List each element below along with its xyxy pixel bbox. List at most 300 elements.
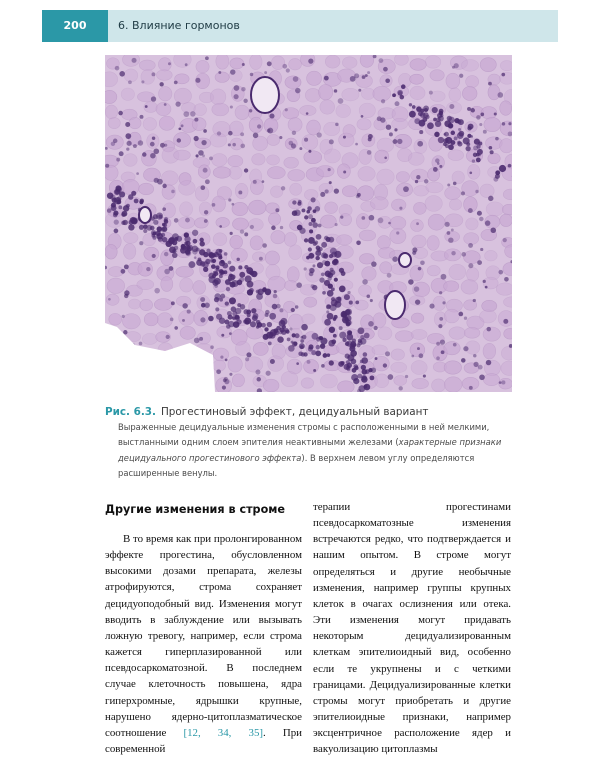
nucleus [139, 225, 144, 230]
nucleus [322, 291, 326, 295]
stromal-cell [267, 134, 280, 145]
stromal-cell [288, 118, 302, 132]
stromal-cell [281, 371, 298, 386]
nucleus [399, 386, 403, 390]
nucleus [115, 66, 120, 71]
stromal-cell [210, 89, 226, 105]
stromal-cell [156, 70, 172, 81]
nucleus [461, 252, 466, 257]
stromal-cell [390, 216, 406, 229]
nucleus [279, 136, 282, 139]
nucleus [228, 143, 231, 146]
nucleus [153, 220, 158, 225]
nucleus [332, 260, 338, 266]
nucleus [329, 327, 335, 333]
nucleus [184, 236, 190, 242]
stromal-cell [137, 279, 154, 289]
nucleus [334, 278, 338, 282]
nucleus [364, 333, 370, 339]
nucleus [212, 203, 216, 207]
nucleus [289, 327, 292, 330]
nucleus [476, 157, 481, 162]
nucleus [200, 261, 206, 267]
nucleus [476, 115, 480, 119]
nucleus [321, 252, 327, 258]
nucleus [383, 363, 387, 367]
nucleus [304, 238, 308, 242]
stromal-cell [144, 247, 159, 260]
nucleus [226, 287, 230, 291]
nucleus [164, 252, 168, 256]
stromal-cell [193, 281, 206, 295]
nucleus [118, 111, 123, 116]
nucleus [315, 256, 319, 260]
nucleus [174, 81, 178, 85]
stromal-cell [144, 313, 158, 326]
nucleus [324, 236, 328, 240]
stromal-cell [488, 85, 500, 100]
stromal-cell [356, 213, 370, 228]
nucleus [240, 132, 244, 136]
nucleus [384, 156, 387, 159]
nucleus [323, 353, 328, 358]
nucleus [133, 218, 138, 223]
stromal-cell [129, 117, 141, 128]
nucleus [339, 326, 343, 330]
stromal-cell [500, 101, 512, 115]
description-italic: характерные признаки децидуального прогестинового эффекта [118, 437, 501, 462]
stromal-cell [485, 250, 498, 261]
nucleus [292, 200, 296, 204]
nucleus [468, 243, 473, 248]
stromal-cell [449, 199, 461, 210]
stromal-cell [124, 69, 138, 82]
nucleus [176, 236, 182, 242]
nucleus [281, 329, 287, 335]
nucleus [121, 212, 126, 217]
stromal-cell [358, 167, 375, 181]
nucleus [250, 225, 254, 229]
stromal-cell [228, 155, 243, 166]
stromal-cell [302, 314, 315, 324]
nucleus [127, 141, 132, 146]
left-column-tail: . При современной [105, 727, 302, 755]
stromal-cell [288, 170, 305, 182]
stromal-cell [194, 104, 207, 116]
nucleus [317, 132, 322, 137]
section-heading: Другие изменения в строме [105, 503, 285, 516]
nucleus [327, 290, 334, 297]
nucleus [448, 117, 455, 124]
nucleus [243, 99, 247, 103]
nucleus [393, 139, 398, 144]
nucleus [217, 131, 221, 135]
stromal-cell [466, 218, 479, 230]
stromal-cell [370, 197, 388, 210]
stromal-cell [290, 183, 302, 195]
stromal-cell [486, 202, 503, 216]
nucleus [387, 273, 392, 278]
nucleus [343, 136, 346, 139]
nucleus [473, 146, 478, 151]
nucleus [210, 345, 214, 349]
nucleus [313, 242, 317, 246]
stromal-cell [122, 55, 139, 66]
nucleus [114, 229, 119, 234]
stromal-cell [180, 278, 193, 292]
nucleus [187, 247, 191, 251]
stromal-cell [342, 186, 357, 197]
nucleus [349, 301, 353, 305]
nucleus [441, 350, 445, 354]
nucleus [301, 324, 308, 331]
nucleus [209, 157, 213, 161]
nucleus [273, 294, 278, 299]
nucleus [458, 119, 464, 125]
stromal-cell [192, 118, 206, 131]
nucleus [458, 128, 461, 131]
stromal-cell [390, 229, 406, 244]
nucleus [453, 343, 457, 347]
nucleus [441, 274, 447, 280]
nucleus [161, 233, 165, 237]
nucleus [459, 74, 463, 78]
nucleus [133, 144, 137, 148]
nucleus [503, 238, 507, 242]
nucleus [392, 256, 398, 262]
nucleus [388, 374, 394, 380]
nucleus [306, 256, 310, 260]
nucleus [425, 115, 429, 119]
nucleus [352, 343, 356, 347]
nucleus [215, 307, 219, 311]
stromal-cell [174, 150, 191, 160]
nucleus [395, 101, 400, 106]
stromal-cell [448, 150, 464, 161]
nucleus [467, 126, 471, 130]
nucleus [287, 338, 291, 342]
nucleus [439, 317, 443, 321]
stromal-cell [337, 381, 354, 392]
stromal-cell [360, 55, 374, 67]
nucleus [174, 218, 179, 223]
nucleus [308, 214, 313, 219]
nucleus [315, 206, 321, 212]
nucleus [205, 179, 210, 184]
stromal-cell [488, 153, 500, 164]
stromal-cell [391, 199, 406, 211]
nucleus [190, 111, 195, 116]
stromal-cell [180, 202, 193, 216]
nucleus [394, 128, 397, 131]
nucleus [508, 164, 512, 168]
nucleus [108, 298, 111, 301]
nucleus [126, 148, 129, 151]
stromal-cell [414, 202, 427, 214]
nucleus [139, 200, 143, 204]
caption-title-line [105, 405, 513, 420]
stromal-cell [468, 164, 480, 179]
nucleus [126, 204, 130, 208]
stromal-cell [426, 182, 443, 193]
nucleus [371, 261, 377, 267]
stromal-cell [380, 262, 392, 274]
nucleus [366, 294, 370, 298]
stromal-cell [358, 186, 374, 201]
stromal-cell [428, 214, 445, 230]
nucleus [229, 373, 232, 376]
nucleus [438, 324, 442, 328]
nucleus [268, 342, 272, 346]
stromal-cell [106, 294, 119, 305]
nucleus [265, 288, 272, 295]
stromal-cell [375, 374, 389, 388]
nucleus [237, 258, 240, 261]
nucleus [177, 138, 181, 142]
nucleus [307, 360, 311, 364]
nucleus [329, 139, 334, 144]
stromal-cell [396, 172, 409, 183]
nucleus [216, 369, 221, 374]
nucleus [461, 191, 465, 195]
nucleus [150, 153, 155, 158]
nucleus [296, 282, 302, 288]
stromal-cell [427, 265, 440, 276]
nucleus [203, 168, 208, 173]
nucleus [251, 308, 256, 313]
nucleus [419, 353, 424, 358]
nucleus [253, 133, 258, 138]
stromal-cell [394, 55, 408, 65]
citation[interactable]: [12, 34, 35] [183, 727, 263, 739]
nucleus [368, 137, 372, 141]
stromal-cell [285, 76, 301, 89]
nucleus [292, 131, 296, 135]
nucleus [495, 137, 499, 141]
nucleus [440, 114, 443, 117]
nucleus [486, 360, 491, 365]
nucleus [363, 352, 368, 357]
stromal-cell [502, 204, 512, 214]
nucleus [229, 297, 236, 304]
nucleus [480, 248, 483, 251]
nucleus [497, 92, 503, 98]
nucleus [220, 356, 223, 359]
stromal-cell [375, 150, 389, 163]
nucleus [156, 212, 163, 219]
nucleus [107, 208, 112, 213]
nucleus [436, 342, 440, 346]
nucleus [313, 369, 316, 372]
nucleus [325, 189, 329, 193]
stromal-cell [464, 233, 479, 245]
nucleus [261, 323, 266, 328]
stromal-cell [319, 84, 333, 100]
stromal-cell [444, 281, 459, 292]
histology-micrograph [105, 55, 512, 392]
nucleus [501, 73, 505, 77]
stromal-cell [373, 313, 386, 328]
stromal-cell [216, 55, 229, 69]
nucleus [312, 264, 315, 267]
stromal-cell [174, 133, 191, 148]
stromal-cell [377, 169, 395, 185]
figure-caption [105, 405, 513, 482]
nucleus [285, 108, 288, 111]
nucleus [328, 168, 331, 171]
nucleus [351, 359, 357, 365]
figure-label: Рис. 6.3. [105, 406, 156, 418]
stromal-cell [252, 154, 265, 165]
nucleus [438, 137, 444, 143]
left-column-text [105, 531, 302, 757]
nucleus [208, 276, 215, 283]
stromal-cell [462, 86, 477, 100]
stromal-cell [305, 88, 320, 102]
stromal-cell [339, 133, 354, 147]
nucleus [321, 273, 325, 277]
nucleus [250, 73, 253, 76]
nucleus [244, 232, 248, 236]
nucleus [211, 260, 215, 264]
nucleus [220, 260, 224, 264]
nucleus [132, 58, 137, 63]
nucleus [185, 218, 190, 223]
nucleus [154, 178, 159, 183]
nucleus [347, 291, 350, 294]
nucleus [174, 326, 178, 330]
nucleus [464, 317, 467, 320]
nucleus [316, 246, 321, 251]
nucleus [445, 222, 450, 227]
nucleus [228, 261, 232, 265]
nucleus [494, 112, 497, 115]
nucleus [369, 215, 375, 221]
stromal-cell [121, 88, 134, 100]
stromal-cell [410, 86, 425, 99]
stromal-cell [412, 378, 429, 388]
nucleus [151, 96, 156, 101]
nucleus [306, 210, 310, 214]
nucleus [293, 341, 297, 345]
stromal-cell [304, 297, 317, 307]
nucleus [449, 104, 454, 109]
nucleus [136, 172, 139, 175]
stromal-cell [362, 267, 376, 281]
nucleus [225, 301, 229, 305]
nucleus [499, 381, 502, 384]
nucleus [128, 224, 134, 230]
nucleus [246, 352, 251, 357]
stromal-cell [253, 342, 268, 355]
nucleus [417, 347, 420, 350]
nucleus [327, 304, 331, 308]
stromal-cell [320, 374, 337, 388]
nucleus [230, 105, 233, 108]
left-column-body: В то время как при пролонгированном эффекте прогестина, обусловленном высокими дозами препарата, железы атрофируются, строма сохраняет децидуоподобный вид. Изменения могут вводить в заблуждение или вызывать ложную тревогу, например, если строма кажется гиперплазированной или псевдосаркоматозной. В последнем случае клеточность повышена, ядра гиперхромные, ядрышки крупные, нарушено ядерно-цитоплазматическое соотношение [105, 533, 302, 739]
nucleus [338, 98, 344, 104]
nucleus [228, 198, 231, 201]
chapter-title: 6. Влияние гормонов [118, 10, 240, 42]
nucleus [320, 192, 325, 197]
stromal-cell [498, 311, 512, 327]
nucleus [354, 366, 358, 370]
nucleus [440, 339, 445, 344]
nucleus [128, 80, 132, 84]
nucleus [274, 290, 277, 293]
stromal-cell [444, 361, 461, 374]
nucleus [118, 205, 122, 209]
nucleus [403, 186, 409, 192]
nucleus [474, 139, 480, 145]
stromal-cell [179, 181, 196, 196]
nucleus [256, 325, 259, 328]
gland-lumen [251, 77, 279, 113]
stromal-cell [213, 167, 231, 178]
nucleus [341, 314, 344, 317]
nucleus [204, 219, 208, 223]
stromal-cell [215, 72, 229, 82]
stromal-cell [359, 285, 372, 297]
nucleus [315, 350, 321, 356]
nucleus [439, 291, 442, 294]
stromal-cell [359, 230, 375, 241]
stromal-cell [213, 233, 227, 246]
nucleus [346, 360, 350, 364]
nucleus [311, 350, 316, 355]
nucleus [240, 229, 244, 233]
nucleus [477, 260, 482, 265]
nucleus [113, 139, 118, 144]
stromal-cell [105, 244, 117, 259]
stromal-cell [461, 280, 478, 294]
nucleus [295, 305, 298, 308]
nucleus [351, 374, 358, 381]
nucleus [488, 196, 493, 201]
nucleus [198, 258, 202, 262]
nucleus [195, 78, 200, 83]
nucleus [436, 356, 440, 360]
stromal-cell [124, 233, 139, 244]
nucleus [339, 332, 346, 339]
nucleus [485, 286, 488, 289]
nucleus [269, 113, 274, 118]
nucleus [304, 138, 308, 142]
stromal-cell [232, 374, 244, 387]
stromal-cell [124, 154, 138, 167]
nucleus [479, 123, 482, 126]
stromal-cell [445, 187, 461, 200]
stromal-cell [325, 202, 338, 214]
stromal-cell [289, 59, 302, 70]
nucleus [259, 257, 263, 261]
nucleus [294, 209, 301, 216]
nucleus [304, 215, 308, 219]
nucleus [296, 362, 299, 365]
stromal-cell [408, 152, 424, 165]
nucleus [152, 137, 155, 140]
nucleus [199, 249, 205, 255]
stromal-cell [249, 117, 263, 133]
nucleus [199, 337, 203, 341]
stromal-cell [411, 361, 427, 375]
nucleus [238, 265, 242, 269]
nucleus [502, 122, 505, 125]
nucleus [282, 325, 286, 329]
nucleus [124, 294, 128, 298]
nucleus [194, 338, 200, 344]
stromal-cell [252, 252, 266, 262]
